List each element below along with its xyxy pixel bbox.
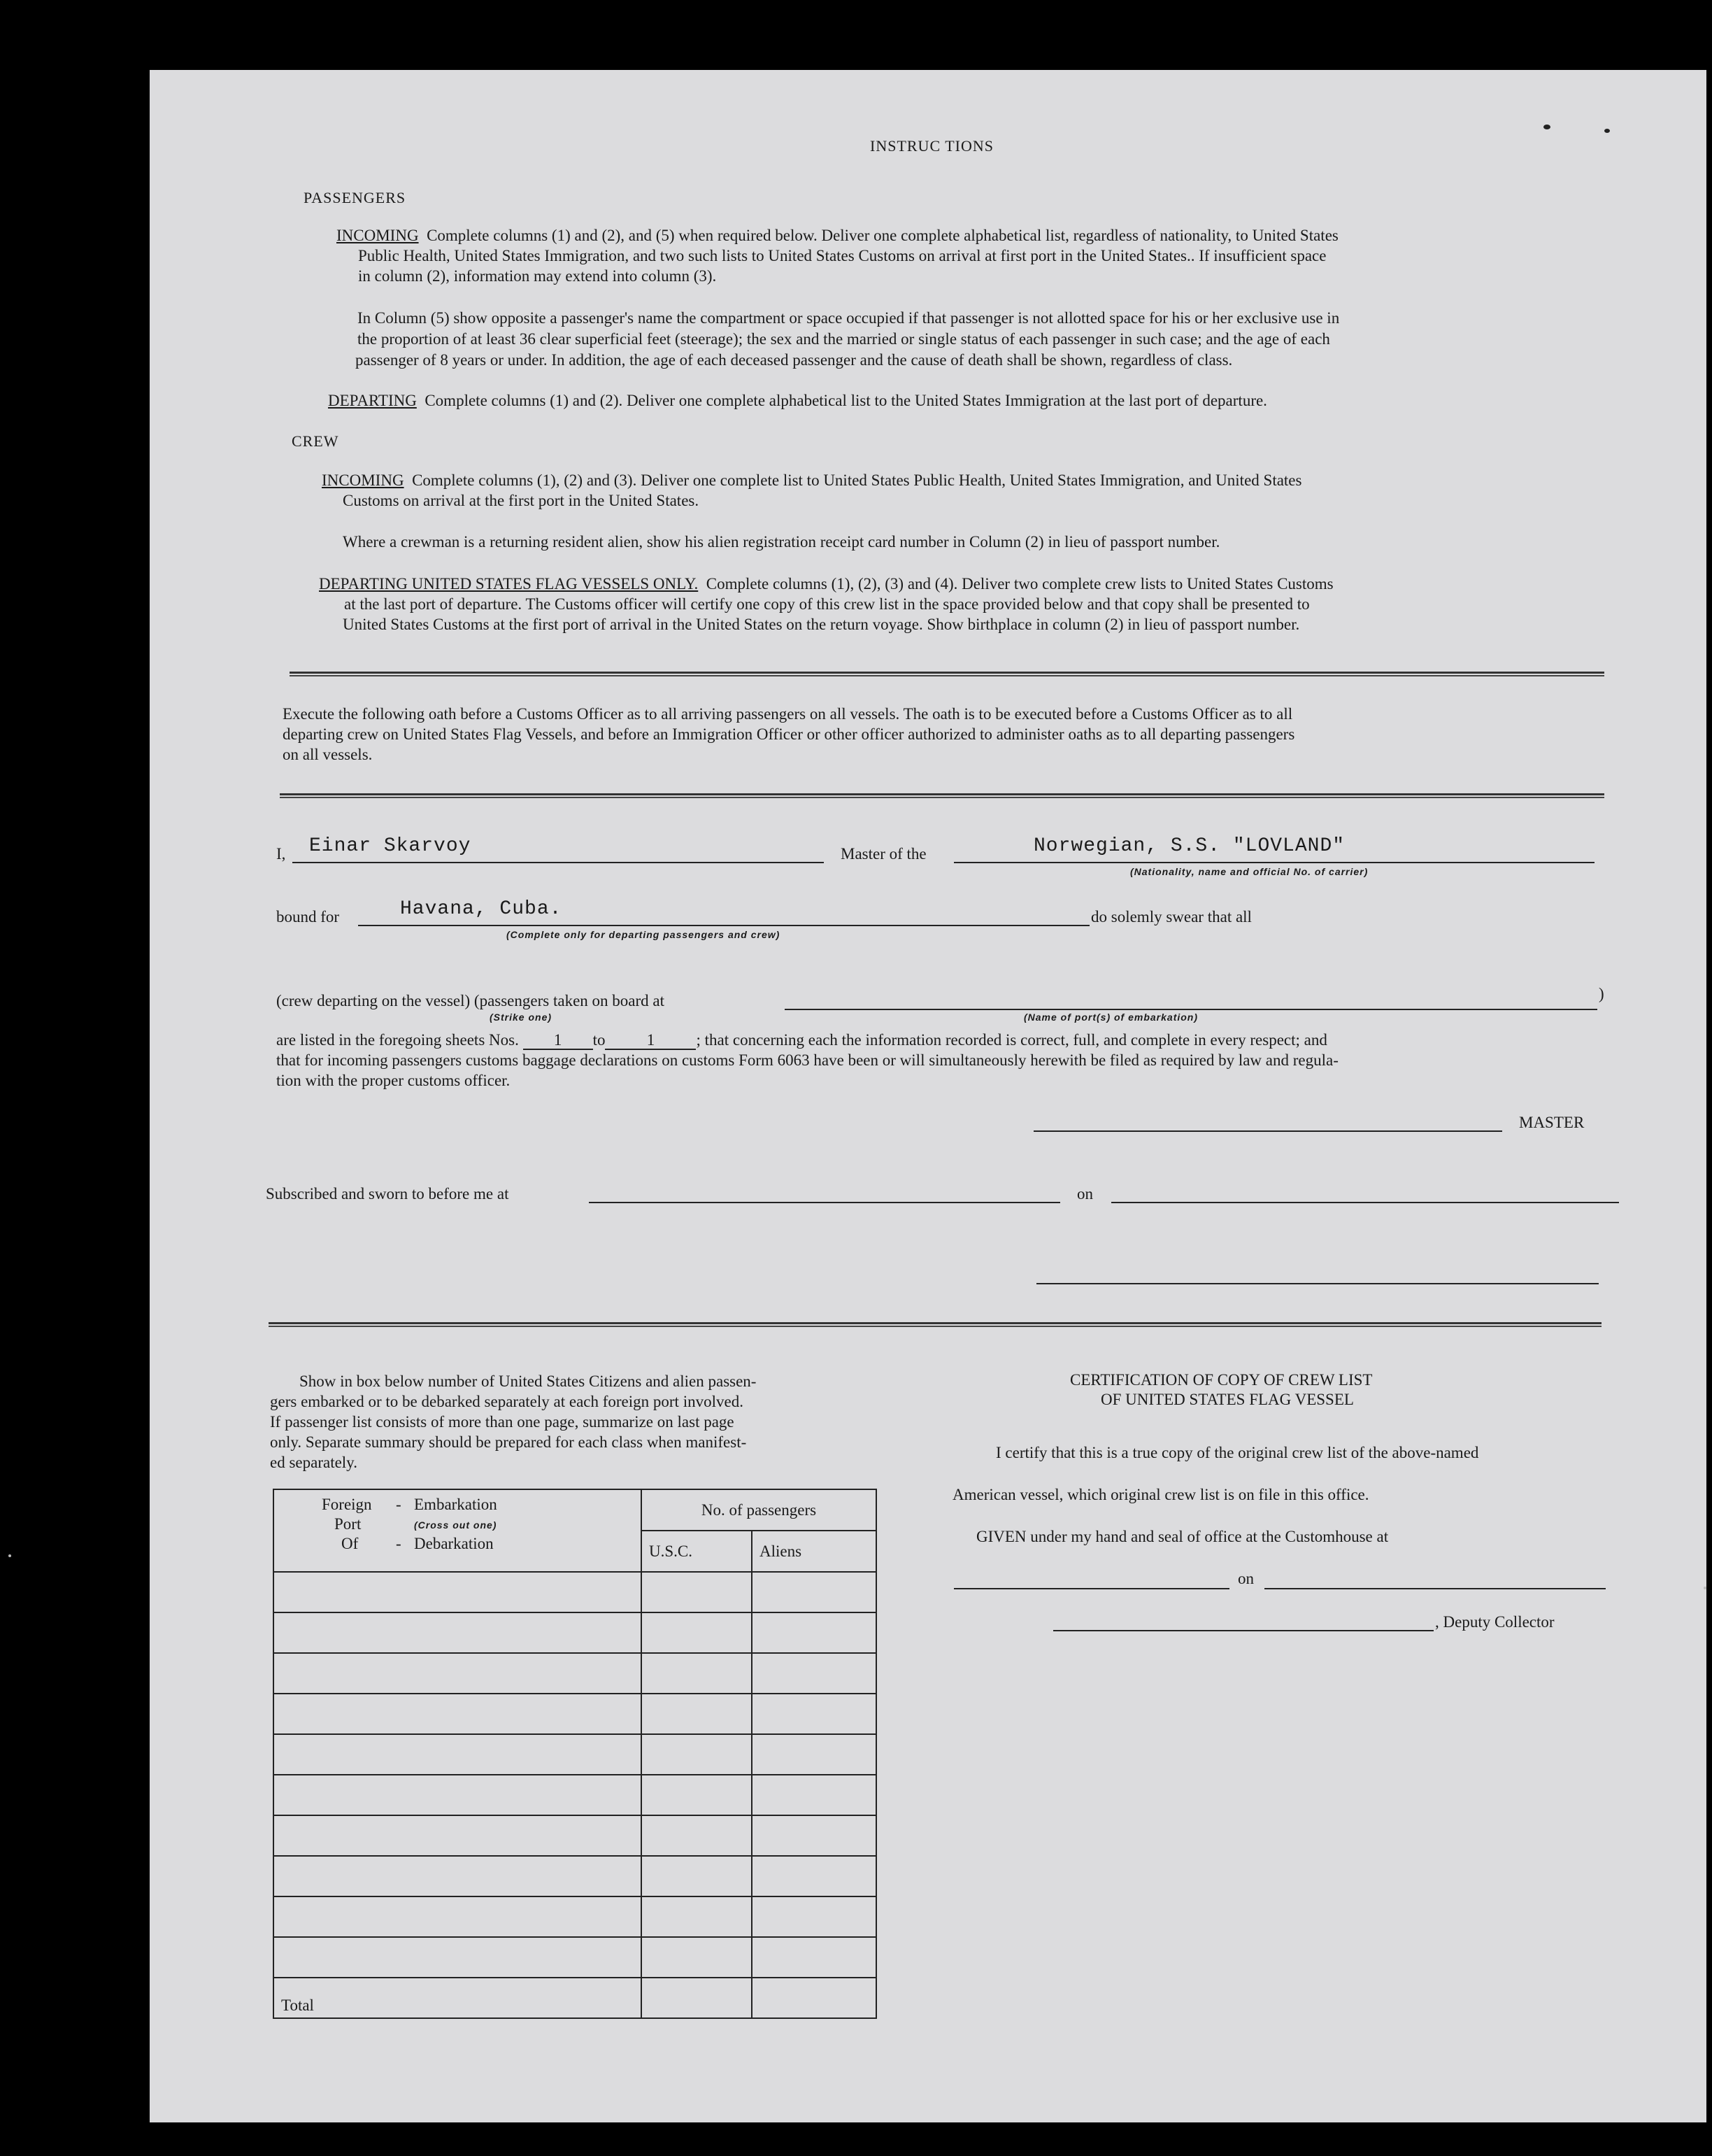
close-paren: ) (1599, 985, 1604, 1002)
aliens-cell[interactable] (752, 1775, 876, 1815)
usc-cell[interactable] (641, 1775, 752, 1815)
crew-incoming (322, 470, 1301, 491)
customhouse-line (954, 1588, 1229, 1589)
col-cross-out: (Cross out one) (414, 1519, 497, 1531)
oath-instruction-line: Execute the following oath before a Customs Officer as to all arriving passengers on all vessels. The oath is to be executed before a Customs Officer as to all (283, 705, 1293, 723)
crew-departing (319, 574, 1334, 595)
vessel-caption: (Nationality, name and official No. of carrier) (1130, 866, 1369, 877)
passengers-incoming-line: Public Health, United States Immigration, and two such lists to United States Customs on arrival at first port in the United States.. If insufficient space (358, 247, 1327, 264)
table-row (273, 1653, 876, 1694)
aliens-header: Aliens (752, 1531, 876, 1572)
column5-line: passenger of 8 years or under. In addition, the age of each deceased passenger and the cause of death shall be shown, regardless of class. (355, 351, 1233, 369)
total-label: Total (273, 1978, 641, 2018)
master-signature-label: MASTER (1519, 1114, 1585, 1131)
deputy-collector-label: , Deputy Collector (1435, 1613, 1555, 1631)
table-row (273, 1694, 876, 1734)
swear-text: do solemly swear that all (1091, 908, 1252, 925)
table-row (273, 1856, 876, 1896)
aliens-cell[interactable] (752, 1653, 876, 1694)
certification-title: OF UNITED STATES FLAG VESSEL (1101, 1391, 1354, 1408)
bound-for-label: bound for (276, 908, 340, 925)
col-dash: - (396, 1535, 401, 1552)
scan-speck (1704, 1587, 1706, 1589)
summary-instruction-line: ed separately. (270, 1454, 357, 1471)
section-divider (269, 1322, 1602, 1327)
aliens-cell[interactable] (752, 1612, 876, 1653)
listed-prefix: are listed in the foregoing sheets Nos. (276, 1031, 519, 1049)
col-foreign: Foreign (322, 1496, 372, 1513)
crew-departing-line: at the last port of departure. The Customs officer will certify one copy of this crew list in the space provided below and that copy shall be presented to (344, 595, 1310, 613)
crew-passengers-line: (crew departing on the vessel) (passengers taken on board at (276, 992, 664, 1009)
passengers-incoming-line: Complete columns (1) and (2), and (5) when required below. Deliver one complete alphabetical list, regardless of nationality, to United States (427, 227, 1339, 244)
port-cell[interactable] (273, 1694, 641, 1734)
scan-speck (1543, 125, 1550, 129)
to-label: to (592, 1031, 606, 1049)
col-dash: - (396, 1496, 401, 1513)
listed-suffix: ; that concerning each the information recorded is correct, full, and complete in every respect; and (696, 1031, 1327, 1049)
col-of: Of (341, 1535, 359, 1552)
oath-instruction-line: departing crew on United States Flag Vessels, and before an Immigration Officer or other officer authorized to administer oaths as to all departing passengers (283, 725, 1295, 743)
given-line: GIVEN under my hand and seal of office at the Customhouse at (976, 1528, 1389, 1545)
crew-departing-line: United States Customs at the first port of arrival in the United States on the return voyage. Show birthplace in column (2) in lieu of passport number. (343, 616, 1300, 633)
scan-speck (8, 1554, 11, 1557)
crew-departing-label: DEPARTING UNITED STATES FLAG VESSELS ONLY. (319, 575, 699, 593)
usc-cell[interactable] (641, 1694, 752, 1734)
aliens-cell[interactable] (752, 1896, 876, 1937)
crew-incoming-line: Complete columns (1), (2) and (3). Deliver one complete list to United States Public Health, United States Immigration, and United States (412, 471, 1302, 489)
port-cell[interactable] (273, 1775, 641, 1815)
summary-instruction-line: only. Separate summary should be prepared for each class when manifest- (270, 1433, 747, 1451)
passengers-departing (328, 390, 1267, 411)
port-cell[interactable] (273, 1856, 641, 1896)
summary-instruction-line: gers embarked or to be debarked separately at each foreign port involved. (270, 1393, 743, 1410)
summary-instruction-line: Show in box below number of United States Citizens and alien passen- (299, 1373, 757, 1390)
table-row (273, 1896, 876, 1937)
usc-cell[interactable] (641, 1937, 752, 1978)
sheet-to-value: 1 (605, 1032, 696, 1050)
aliens-cell[interactable] (752, 1572, 876, 1612)
listed-line: that for incoming passengers customs baggage declarations on customs Form 6063 have been or will simultaneously herewith be filed as required by law and regula- (276, 1051, 1339, 1069)
table-row (273, 1572, 876, 1612)
passengers-incoming-line: in column (2), information may extend into column (3). (358, 267, 717, 285)
vessel-line (954, 862, 1595, 863)
port-cell[interactable] (273, 1896, 641, 1937)
master-name-value: Einar Skarvoy (309, 835, 471, 857)
certify-line: I certify that this is a true copy of the original crew list of the above-named (996, 1444, 1479, 1461)
subscribed-date-line (1111, 1202, 1619, 1203)
oath-i-label: I, (276, 845, 286, 863)
aliens-cell[interactable] (752, 1937, 876, 1978)
oath-instruction-line: on all vessels. (283, 746, 373, 763)
usc-cell[interactable] (641, 1856, 752, 1896)
subscribed-on-label: on (1077, 1185, 1093, 1203)
certification-date-line (1264, 1588, 1606, 1589)
summary-instruction-line: If passenger list consists of more than one page, summarize on last page (270, 1413, 734, 1431)
column5-line: In Column (5) show opposite a passenger's name the compartment or space occupied if that passenger is not allotted space for his or her exclusive use in (357, 309, 1340, 327)
master-name-line (292, 862, 824, 863)
strike-caption: (Strike one) (490, 1012, 552, 1023)
table-row (273, 1815, 876, 1856)
destination-caption: (Complete only for departing passengers and crew) (506, 929, 780, 940)
port-caption: (Name of port(s) of embarkation) (1024, 1012, 1199, 1023)
usc-cell[interactable] (641, 1896, 752, 1937)
subscribed-place-line (589, 1202, 1060, 1203)
port-column-header (273, 1489, 641, 1572)
total-aliens-cell[interactable] (752, 1978, 876, 2018)
col-port: Port (334, 1515, 362, 1533)
destination-value: Havana, Cuba. (400, 898, 562, 920)
passengers-heading: PASSENGERS (304, 189, 406, 206)
crew-resident-text: Where a crewman is a returning resident alien, show his alien registration receipt card number in Column (2) in lieu of passport number. (343, 533, 1220, 551)
deputy-signature-line (1053, 1630, 1434, 1631)
passengers-departing-text: Complete columns (1) and (2). Deliver one complete alphabetical list to the United States Immigration at the last port of departure. (425, 392, 1267, 409)
port-cell[interactable] (273, 1815, 641, 1856)
port-cell[interactable] (273, 1653, 641, 1694)
section-divider (290, 672, 1604, 676)
usc-cell[interactable] (641, 1653, 752, 1694)
master-of-label: Master of the (841, 845, 927, 863)
officer-signature-line (1036, 1283, 1599, 1284)
col-debarkation: Debarkation (414, 1535, 494, 1552)
page-title: INSTRUC TIONS (870, 137, 994, 155)
vessel-value: Norwegian, S.S. "LOVLAND" (1034, 835, 1346, 857)
certification-title: CERTIFICATION OF COPY OF CREW LIST (1070, 1371, 1373, 1389)
aliens-cell[interactable] (752, 1856, 876, 1896)
port-cell[interactable] (273, 1612, 641, 1653)
passengers-departing-label: DEPARTING (328, 392, 417, 409)
aliens-cell[interactable] (752, 1815, 876, 1856)
crew-incoming-label: INCOMING (322, 471, 404, 489)
port-cell[interactable] (273, 1734, 641, 1775)
subscribed-label: Subscribed and sworn to before me at (266, 1185, 509, 1203)
usc-cell[interactable] (641, 1572, 752, 1612)
usc-cell[interactable] (641, 1815, 752, 1856)
listed-sheets-line (276, 1030, 1327, 1051)
usc-header: U.S.C. (641, 1531, 752, 1572)
usc-cell[interactable] (641, 1734, 752, 1775)
total-usc-cell[interactable] (641, 1978, 752, 2018)
section-divider (280, 793, 1604, 798)
col-embarkation: Embarkation (414, 1496, 497, 1513)
destination-line (358, 925, 1090, 926)
no-passengers-header: No. of passengers (641, 1489, 876, 1531)
total-row (273, 1978, 876, 2018)
sheet-from-value: 1 (523, 1032, 593, 1050)
table-row (273, 1734, 876, 1775)
scan-speck (1604, 129, 1610, 133)
certification-on-label: on (1238, 1570, 1254, 1587)
embarkation-port-line (785, 1009, 1597, 1010)
crew-departing-line: Complete columns (1), (2), (3) and (4). Deliver two complete crew lists to United States Customs (706, 575, 1334, 593)
passengers-incoming-label: INCOMING (336, 227, 419, 244)
certify-line: American vessel, which original crew list is on file in this office. (953, 1486, 1369, 1503)
passenger-summary-table (273, 1489, 877, 2019)
crew-heading: CREW (292, 432, 339, 450)
table-row (273, 1937, 876, 1978)
aliens-cell[interactable] (752, 1734, 876, 1775)
aliens-cell[interactable] (752, 1694, 876, 1734)
master-signature-line (1034, 1130, 1502, 1132)
passengers-incoming (336, 225, 1339, 246)
port-cell[interactable] (273, 1572, 641, 1612)
usc-cell[interactable] (641, 1612, 752, 1653)
listed-line: tion with the proper customs officer. (276, 1072, 511, 1089)
crew-incoming-line: Customs on arrival at the first port in the United States. (343, 492, 699, 509)
form-page (150, 70, 1706, 2122)
column5-line: the proportion of at least 36 clear superficial feet (steerage); the sex and the married or single status of each passenger in such case; and the age of each (357, 330, 1330, 348)
table-row (273, 1775, 876, 1815)
port-cell[interactable] (273, 1937, 641, 1978)
table-row (273, 1612, 876, 1653)
